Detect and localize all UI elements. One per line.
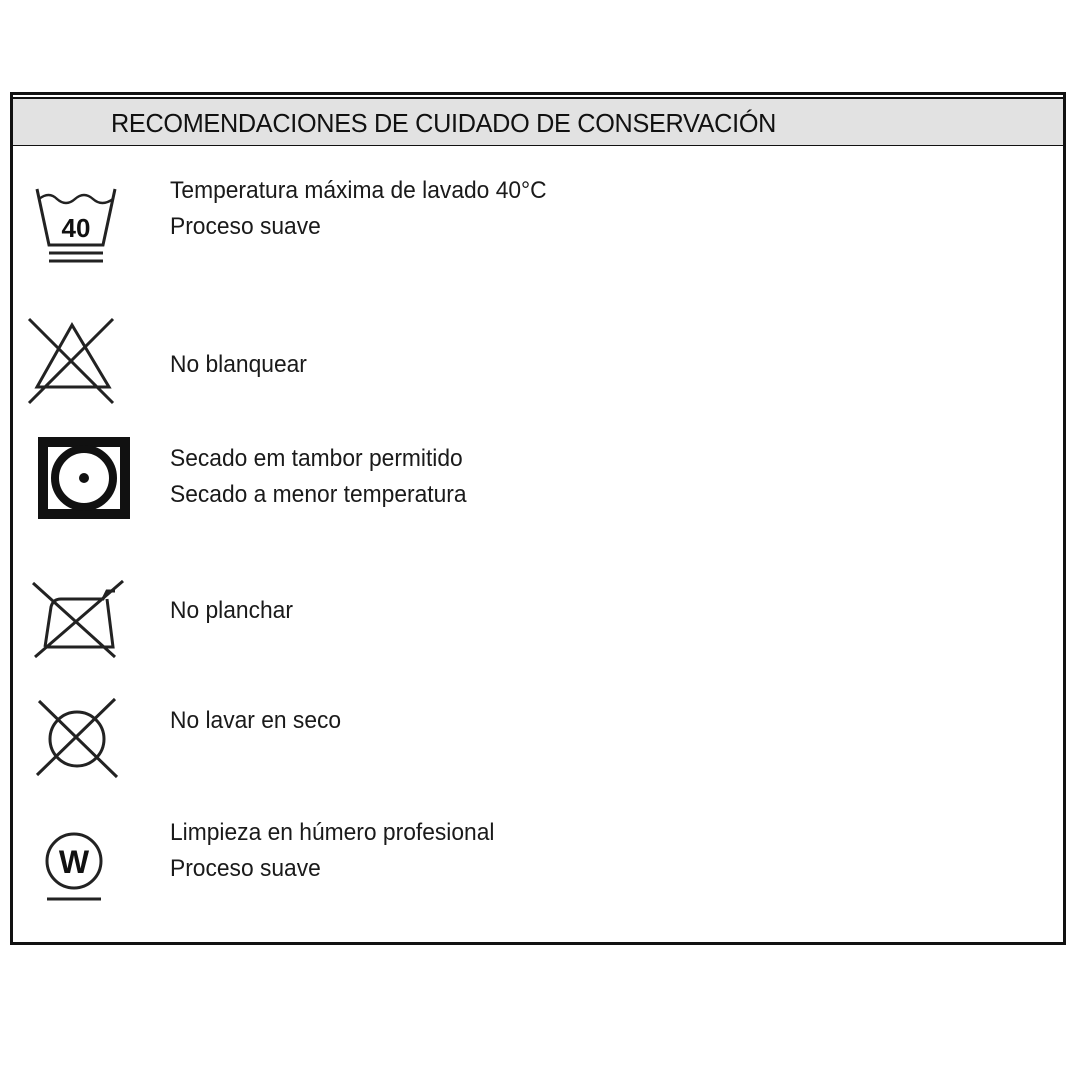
care-text-dry: [170, 441, 467, 513]
wash-temperature-label: 40: [61, 213, 91, 243]
care-line: No blanquear: [170, 351, 307, 378]
care-line: Limpieza en húmero profesional: [170, 819, 495, 846]
care-line: Temperatura máxima de lavado 40°C: [170, 177, 547, 204]
care-line: No planchar: [170, 597, 293, 624]
no-iron-icon: [31, 577, 125, 661]
no-bleach-icon: [27, 317, 121, 407]
table-header: [13, 97, 1063, 146]
care-instructions-table: [10, 92, 1066, 945]
care-text-wetclean: [170, 815, 494, 887]
header-title: RECOMENDACIONES DE CUIDADO DE CONSERVACIÓN: [111, 108, 777, 138]
care-line: Proceso suave: [170, 855, 321, 882]
wash-40-gentle-icon: [27, 177, 121, 267]
care-text-wash: [170, 173, 547, 245]
care-text-bleach: [170, 347, 307, 383]
tumble-dry-low-icon: [38, 437, 130, 519]
professional-wet-clean-icon: [37, 825, 111, 907]
care-text-iron: [170, 593, 293, 629]
no-dry-clean-icon: [35, 697, 121, 779]
care-line: Secado a menor temperatura: [170, 481, 467, 508]
care-line: Secado em tambor permitido: [170, 445, 463, 472]
care-line: Proceso suave: [170, 213, 321, 240]
care-line: No lavar en seco: [170, 707, 342, 734]
wet-clean-letter: W: [58, 844, 90, 880]
care-text-dryclean: [170, 703, 341, 739]
